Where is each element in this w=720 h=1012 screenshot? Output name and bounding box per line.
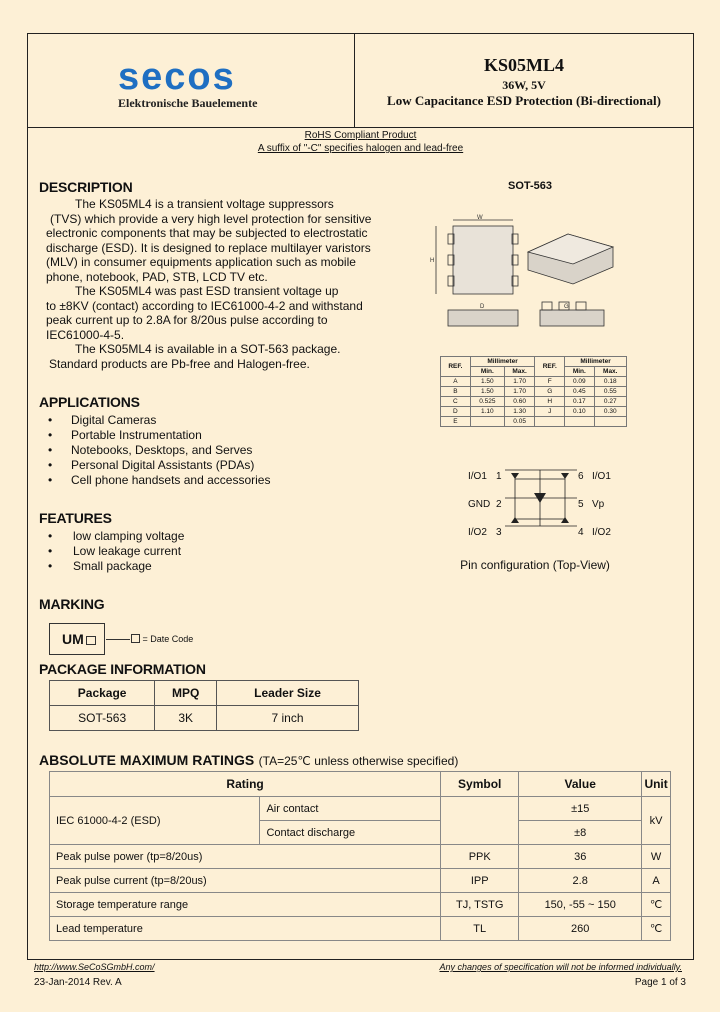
ratings-heading-row — [39, 752, 458, 770]
table-row: Peak pulse power (tp=8/20us) PPK 36 W — [50, 845, 671, 869]
pin-right-labels: I/O1 Vp I/O2 — [592, 471, 611, 538]
package-title: SOT-563 — [507, 180, 553, 192]
features-heading: FEATURES — [39, 510, 112, 526]
table-row: C 0.525 0.60 H 0.17 0.27 — [441, 397, 627, 407]
top-view-body — [453, 226, 513, 294]
applications-list — [48, 413, 270, 488]
dim-label-a: W — [477, 215, 483, 221]
marking-code: UM — [62, 631, 84, 647]
table-row: Storage temperature range TJ, TSTG 150, -55 ~ 150 ℃ — [50, 893, 671, 917]
dim-label-d: D — [480, 304, 485, 310]
table-row: A 1.50 1.70 F 0.09 0.18 — [441, 377, 627, 387]
dimension-table: REF. Millimeter REF. Millimeter Min. Max. Min. Max. A 1.50 1.70 F 0.09 0.18 B 1.50 1.70 G 0.45 0.55 C 0.525 0.60 H 0.17 0.27 D 1.10 1.30 J 0.10 0.30 E 0.05 — [440, 356, 627, 427]
ratings-heading: ABSOLUTE MAXIMUM RATINGS — [39, 752, 255, 768]
halogen-note: A suffix of "-C" specifies halogen and lead-free — [257, 143, 464, 154]
rohs-note: RoHS Compliant Product — [304, 130, 417, 141]
footer-page: Page 1 of 3 — [634, 977, 686, 988]
marking-arrow — [106, 639, 130, 640]
pin-schematic — [505, 465, 577, 537]
package-info-heading: PACKAGE INFORMATION — [39, 661, 206, 677]
dim-label-h: H — [430, 258, 435, 264]
pin-left-numbers: 1 2 3 — [496, 471, 502, 538]
footer-notice: Any changes of specification will not be informed individually. — [439, 962, 682, 972]
list-item: • Small package — [48, 559, 152, 573]
table-row: Lead temperature TL 260 ℃ — [50, 917, 671, 941]
footer-url[interactable]: http://www.SeCoSGmbH.com/ — [34, 962, 155, 972]
ratings-condition: (TA=25℃ unless otherwise specified) — [258, 754, 459, 768]
description-heading: DESCRIPTION — [39, 179, 133, 195]
pin-right-numbers: 6 5 4 — [578, 471, 584, 538]
table-row: SOT-563 3K 7 inch — [50, 706, 359, 731]
company-logo: secos — [118, 56, 236, 98]
list-item: • Portable Instrumentation — [48, 428, 202, 442]
list-item: • low clamping voltage — [48, 529, 185, 543]
table-row: Contact discharge ±8 — [50, 821, 671, 845]
list-item: • Notebooks, Desktops, and Serves — [48, 443, 253, 457]
package-outline-drawing — [428, 212, 638, 342]
pin-left-labels: I/O1 GND I/O2 — [468, 471, 491, 538]
description-text: The KS05ML4 is a transient voltage suppressors (TVS) which provide a very high level protection for sensitive electronic components that may be subjected to electrostatic discharge (ESD). It is designed to replace multilayer varistors (MLV) in consumer equipments application such as mobile phone, notebook, PAD, STB, LCD TV etc. The KS05ML4 was past ESD transient voltage up to ±8KV (contact) according to IEC61000-4-2 and withstand peak current up to 2.8A for 8/20us pulse according to IEC61000-4-5. The KS05ML4 is available in a SOT-563 package. Standard products are Pb-free and Halogen-free. — [46, 197, 372, 371]
ratings-table: Rating Symbol Value Unit IEC 61000-4-2 (ESD) Air contact ±15 kV Contact discharge ±8 Peak pulse power (tp=8/20us) PPK 36 W Peak pulse current (tp=8/20us) IPP 2.8 A Storage temperature range TJ, TSTG 150, -55 ~ 150 ℃ Lead temperature TL 260 ℃ — [49, 771, 671, 941]
list-item: • Low leakage current — [48, 544, 182, 558]
logo-subtitle: Elektronische Bauelemente — [118, 96, 258, 110]
part-rating: 36W, 5V — [502, 78, 546, 92]
table-row: IEC 61000-4-2 (ESD) Air contact ±15 kV — [50, 797, 671, 821]
table-row: Peak pulse current (tp=8/20us) IPP 2.8 A — [50, 869, 671, 893]
part-description: Low Capacitance ESD Protection (Bi-directional) — [387, 93, 661, 108]
marking-heading: MARKING — [39, 596, 105, 612]
table-row: E 0.05 — [441, 417, 627, 427]
part-number: KS05ML4 — [483, 55, 564, 75]
list-item: • Personal Digital Assistants (PDAs) — [48, 458, 255, 472]
package-info-table: Package MPQ Leader Size SOT-563 3K 7 inch — [49, 680, 359, 731]
list-item: • Digital Cameras — [48, 413, 157, 427]
table-row: B 1.50 1.70 G 0.45 0.55 — [441, 387, 627, 397]
date-code-legend: = Date Code — [131, 634, 193, 644]
list-item: • Cell phone handsets and accessories — [48, 473, 271, 487]
footer-date: 23-Jan-2014 Rev. A — [34, 977, 122, 988]
pin-config-caption: Pin configuration (Top-View) — [460, 558, 610, 572]
date-code-box — [86, 636, 96, 645]
features-list — [48, 529, 184, 574]
table-row: D 1.10 1.30 J 0.10 0.30 — [441, 407, 627, 417]
header-divider — [27, 127, 694, 128]
dim-label-g: G — [564, 304, 569, 310]
marking-box — [49, 623, 105, 655]
applications-heading: APPLICATIONS — [39, 394, 140, 410]
